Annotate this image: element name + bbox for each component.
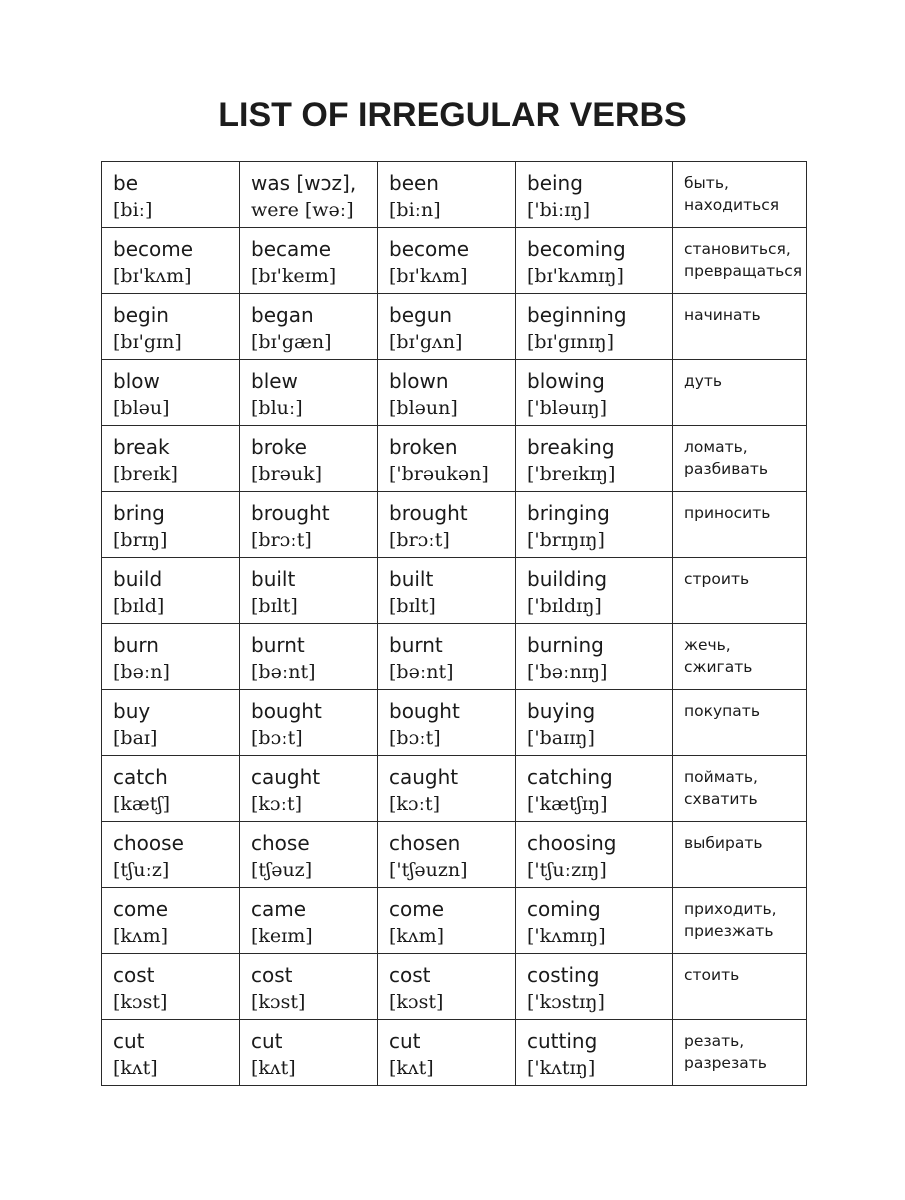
past-simple-cell bbox=[240, 492, 378, 558]
table-row bbox=[102, 492, 807, 558]
ing-form-word: burning bbox=[527, 633, 604, 657]
ing-form-transcription: ['kʌmɪŋ] bbox=[527, 925, 606, 947]
table-row bbox=[102, 360, 807, 426]
ing-form-cell bbox=[516, 690, 673, 756]
past-participle-cell bbox=[378, 690, 516, 756]
base-form-transcription: [kʌm] bbox=[113, 925, 169, 947]
past-simple-transcription: [kɔːt] bbox=[251, 793, 303, 815]
ing-form-transcription: ['brɪŋɪŋ] bbox=[527, 529, 605, 551]
base-form-cell bbox=[102, 228, 240, 294]
ing-form-cell bbox=[516, 294, 673, 360]
ing-form-word: catching bbox=[527, 765, 613, 789]
base-form-word: burn bbox=[113, 633, 159, 657]
ing-form-cell bbox=[516, 162, 673, 228]
base-form-cell bbox=[102, 294, 240, 360]
ing-form-word: coming bbox=[527, 897, 601, 921]
base-form-word: build bbox=[113, 567, 163, 591]
past-participle-transcription: [kɔst] bbox=[389, 991, 444, 1013]
ing-form-word: cutting bbox=[527, 1029, 598, 1053]
base-form-cell bbox=[102, 1020, 240, 1086]
ing-form-cell bbox=[516, 624, 673, 690]
base-form-transcription: [kɔst] bbox=[113, 991, 168, 1013]
past-simple-transcription: [bɪlt] bbox=[251, 595, 298, 617]
ing-form-cell bbox=[516, 954, 673, 1020]
translation-cell bbox=[673, 294, 807, 360]
base-form-cell bbox=[102, 426, 240, 492]
past-participle-word: burnt bbox=[389, 633, 443, 657]
translation-cell bbox=[673, 624, 807, 690]
base-form-word: cost bbox=[113, 963, 155, 987]
past-simple-cell bbox=[240, 756, 378, 822]
base-form-transcription: [brɪŋ] bbox=[113, 529, 168, 551]
translation-cell bbox=[673, 1020, 807, 1086]
past-simple-cell bbox=[240, 228, 378, 294]
translation-cell bbox=[673, 888, 807, 954]
ing-form-cell bbox=[516, 228, 673, 294]
past-simple-word: broke bbox=[251, 435, 307, 459]
past-simple-cell bbox=[240, 624, 378, 690]
ing-form-word: buying bbox=[527, 699, 596, 723]
base-form-cell bbox=[102, 162, 240, 228]
base-form-transcription: [biː] bbox=[113, 199, 153, 221]
past-participle-transcription: [brɔːt] bbox=[389, 529, 450, 551]
past-simple-word: was [wɔz], bbox=[251, 171, 357, 195]
past-participle-cell bbox=[378, 954, 516, 1020]
past-participle-cell bbox=[378, 822, 516, 888]
past-participle-word: broken bbox=[389, 435, 458, 459]
past-participle-word: built bbox=[389, 567, 434, 591]
base-form-cell bbox=[102, 954, 240, 1020]
ing-form-cell bbox=[516, 492, 673, 558]
past-participle-word: chosen bbox=[389, 831, 461, 855]
past-participle-cell bbox=[378, 492, 516, 558]
past-simple-transcription: were [wəː] bbox=[251, 199, 354, 221]
table-row bbox=[102, 162, 807, 228]
translation-cell bbox=[673, 228, 807, 294]
past-participle-word: bought bbox=[389, 699, 460, 723]
past-simple-transcription: [kɔst] bbox=[251, 991, 306, 1013]
past-simple-transcription: [keɪm] bbox=[251, 925, 313, 947]
table-row bbox=[102, 294, 807, 360]
past-participle-transcription: [bəːnt] bbox=[389, 661, 454, 683]
translation-cell bbox=[673, 558, 807, 624]
past-participle-cell bbox=[378, 624, 516, 690]
past-participle-word: become bbox=[389, 237, 470, 261]
ing-form-cell bbox=[516, 888, 673, 954]
past-simple-cell bbox=[240, 558, 378, 624]
past-simple-cell bbox=[240, 1020, 378, 1086]
past-simple-transcription: [bɔːt] bbox=[251, 727, 303, 749]
translation-text: приносить bbox=[684, 504, 771, 522]
base-form-transcription: [bɪ'kʌm] bbox=[113, 265, 192, 287]
translation-cell bbox=[673, 756, 807, 822]
past-simple-cell bbox=[240, 294, 378, 360]
base-form-cell bbox=[102, 888, 240, 954]
past-participle-word: begun bbox=[389, 303, 453, 327]
ing-form-word: becoming bbox=[527, 237, 626, 261]
past-participle-cell bbox=[378, 888, 516, 954]
table-row bbox=[102, 822, 807, 888]
past-participle-cell bbox=[378, 756, 516, 822]
past-simple-word: blew bbox=[251, 369, 298, 393]
past-simple-word: brought bbox=[251, 501, 330, 525]
page-title: LIST OF IRREGULAR VERBS bbox=[218, 96, 687, 134]
past-participle-transcription: ['tʃəuzn] bbox=[389, 859, 468, 881]
ing-form-word: breaking bbox=[527, 435, 615, 459]
base-form-cell bbox=[102, 360, 240, 426]
past-participle-cell bbox=[378, 1020, 516, 1086]
past-participle-word: caught bbox=[389, 765, 459, 789]
base-form-transcription: [breɪk] bbox=[113, 463, 178, 485]
translation-text: начинать bbox=[684, 306, 761, 324]
base-form-transcription: [tʃuːz] bbox=[113, 859, 170, 881]
past-simple-transcription: [brəuk] bbox=[251, 463, 323, 485]
base-form-cell bbox=[102, 756, 240, 822]
past-participle-cell bbox=[378, 162, 516, 228]
ing-form-transcription: ['bɪldɪŋ] bbox=[527, 595, 602, 617]
base-form-transcription: [bɪ'gɪn] bbox=[113, 331, 182, 353]
past-participle-word: cost bbox=[389, 963, 431, 987]
translation-cell bbox=[673, 492, 807, 558]
past-participle-word: been bbox=[389, 171, 439, 195]
base-form-word: buy bbox=[113, 699, 151, 723]
ing-form-cell bbox=[516, 558, 673, 624]
ing-form-word: costing bbox=[527, 963, 600, 987]
ing-form-cell bbox=[516, 360, 673, 426]
past-participle-transcription: ['brəukən] bbox=[389, 463, 489, 485]
past-simple-transcription: [kʌt] bbox=[251, 1057, 296, 1079]
past-simple-cell bbox=[240, 954, 378, 1020]
translation-text: быть, находиться bbox=[684, 174, 780, 214]
table-row bbox=[102, 756, 807, 822]
ing-form-word: blowing bbox=[527, 369, 605, 393]
past-participle-cell bbox=[378, 360, 516, 426]
base-form-word: blow bbox=[113, 369, 160, 393]
base-form-word: choose bbox=[113, 831, 184, 855]
base-form-word: break bbox=[113, 435, 170, 459]
past-simple-word: cut bbox=[251, 1029, 283, 1053]
base-form-cell bbox=[102, 558, 240, 624]
past-simple-word: came bbox=[251, 897, 307, 921]
past-simple-cell bbox=[240, 888, 378, 954]
base-form-transcription: [bəːn] bbox=[113, 661, 170, 683]
base-form-cell bbox=[102, 822, 240, 888]
ing-form-word: being bbox=[527, 171, 583, 195]
base-form-transcription: [kʌt] bbox=[113, 1057, 158, 1079]
past-simple-transcription: [bɪ'gæn] bbox=[251, 331, 332, 353]
past-simple-cell bbox=[240, 690, 378, 756]
past-participle-word: cut bbox=[389, 1029, 421, 1053]
translation-text: поймать, схватить bbox=[684, 768, 758, 808]
past-simple-word: burnt bbox=[251, 633, 305, 657]
ing-form-transcription: [bɪ'gɪnɪŋ] bbox=[527, 331, 615, 353]
ing-form-transcription: ['biːɪŋ] bbox=[527, 199, 591, 221]
table-row bbox=[102, 1020, 807, 1086]
irregular-verbs-table bbox=[101, 161, 807, 1086]
translation-cell bbox=[673, 822, 807, 888]
verbs-table-body bbox=[102, 162, 807, 1086]
base-form-transcription: [kætʃ] bbox=[113, 793, 170, 815]
past-simple-cell bbox=[240, 426, 378, 492]
base-form-cell bbox=[102, 492, 240, 558]
base-form-cell bbox=[102, 690, 240, 756]
ing-form-cell bbox=[516, 822, 673, 888]
past-participle-transcription: [bɪlt] bbox=[389, 595, 436, 617]
base-form-transcription: [bləu] bbox=[113, 397, 170, 419]
past-simple-word: became bbox=[251, 237, 332, 261]
ing-form-transcription: [bɪ'kʌmɪŋ] bbox=[527, 265, 624, 287]
past-simple-transcription: [bɪ'keɪm] bbox=[251, 265, 337, 287]
table-row bbox=[102, 558, 807, 624]
base-form-cell bbox=[102, 624, 240, 690]
ing-form-word: choosing bbox=[527, 831, 617, 855]
translation-text: приходить, приезжать bbox=[684, 900, 777, 940]
past-simple-transcription: [bəːnt] bbox=[251, 661, 316, 683]
table-row bbox=[102, 888, 807, 954]
ing-form-transcription: ['bəːnɪŋ] bbox=[527, 661, 608, 683]
past-participle-transcription: [bɪ'kʌm] bbox=[389, 265, 468, 287]
past-simple-cell bbox=[240, 162, 378, 228]
past-participle-cell bbox=[378, 228, 516, 294]
translation-text: покупать bbox=[684, 702, 760, 720]
ing-form-transcription: ['baɪɪŋ] bbox=[527, 727, 595, 749]
past-simple-transcription: [tʃəuz] bbox=[251, 859, 313, 881]
past-participle-word: blown bbox=[389, 369, 449, 393]
past-participle-transcription: [biːn] bbox=[389, 199, 441, 221]
translation-cell bbox=[673, 162, 807, 228]
translation-text: резать, разрезать bbox=[684, 1032, 767, 1072]
past-participle-transcription: [kɔːt] bbox=[389, 793, 441, 815]
base-form-word: catch bbox=[113, 765, 168, 789]
translation-text: ломать, разбивать bbox=[684, 438, 769, 478]
ing-form-cell bbox=[516, 426, 673, 492]
ing-form-transcription: ['kʌtɪŋ] bbox=[527, 1057, 596, 1079]
table-row bbox=[102, 624, 807, 690]
past-simple-word: cost bbox=[251, 963, 293, 987]
past-simple-word: caught bbox=[251, 765, 321, 789]
past-simple-word: chose bbox=[251, 831, 310, 855]
translation-text: стоить bbox=[684, 966, 740, 984]
past-participle-transcription: [bləun] bbox=[389, 397, 458, 419]
past-simple-word: began bbox=[251, 303, 314, 327]
table-row bbox=[102, 228, 807, 294]
base-form-transcription: [bɪld] bbox=[113, 595, 165, 617]
translation-cell bbox=[673, 690, 807, 756]
translation-cell bbox=[673, 360, 807, 426]
base-form-word: become bbox=[113, 237, 194, 261]
base-form-word: cut bbox=[113, 1029, 145, 1053]
ing-form-transcription: ['kætʃɪŋ] bbox=[527, 793, 608, 815]
translation-cell bbox=[673, 954, 807, 1020]
ing-form-transcription: ['bləuɪŋ] bbox=[527, 397, 608, 419]
ing-form-word: beginning bbox=[527, 303, 627, 327]
translation-text: жечь, сжигать bbox=[684, 636, 753, 676]
table-row bbox=[102, 954, 807, 1020]
past-participle-transcription: [bɪ'gʌn] bbox=[389, 331, 463, 353]
ing-form-cell bbox=[516, 756, 673, 822]
past-participle-word: brought bbox=[389, 501, 468, 525]
ing-form-transcription: ['kɔstɪŋ] bbox=[527, 991, 605, 1013]
translation-text: дуть bbox=[684, 372, 723, 390]
base-form-word: come bbox=[113, 897, 169, 921]
past-participle-word: come bbox=[389, 897, 445, 921]
past-participle-transcription: [bɔːt] bbox=[389, 727, 441, 749]
past-simple-word: built bbox=[251, 567, 296, 591]
base-form-word: begin bbox=[113, 303, 169, 327]
past-participle-cell bbox=[378, 294, 516, 360]
past-simple-transcription: [bluː] bbox=[251, 397, 303, 419]
ing-form-word: building bbox=[527, 567, 608, 591]
table-row bbox=[102, 690, 807, 756]
past-simple-cell bbox=[240, 360, 378, 426]
past-simple-cell bbox=[240, 822, 378, 888]
translation-cell bbox=[673, 426, 807, 492]
past-simple-word: bought bbox=[251, 699, 322, 723]
past-simple-transcription: [brɔːt] bbox=[251, 529, 312, 551]
past-participle-transcription: [kʌm] bbox=[389, 925, 445, 947]
ing-form-transcription: ['tʃuːzɪŋ] bbox=[527, 859, 607, 881]
translation-text: строить bbox=[684, 570, 750, 588]
base-form-transcription: [baɪ] bbox=[113, 727, 158, 749]
past-participle-transcription: [kʌt] bbox=[389, 1057, 434, 1079]
ing-form-word: bringing bbox=[527, 501, 610, 525]
base-form-word: be bbox=[113, 171, 138, 195]
ing-form-transcription: ['breɪkɪŋ] bbox=[527, 463, 616, 485]
base-form-word: bring bbox=[113, 501, 165, 525]
past-participle-cell bbox=[378, 426, 516, 492]
translation-text: выбирать bbox=[684, 834, 763, 852]
ing-form-cell bbox=[516, 1020, 673, 1086]
table-row bbox=[102, 426, 807, 492]
past-participle-cell bbox=[378, 558, 516, 624]
translation-text: становиться, превращаться bbox=[684, 240, 803, 280]
